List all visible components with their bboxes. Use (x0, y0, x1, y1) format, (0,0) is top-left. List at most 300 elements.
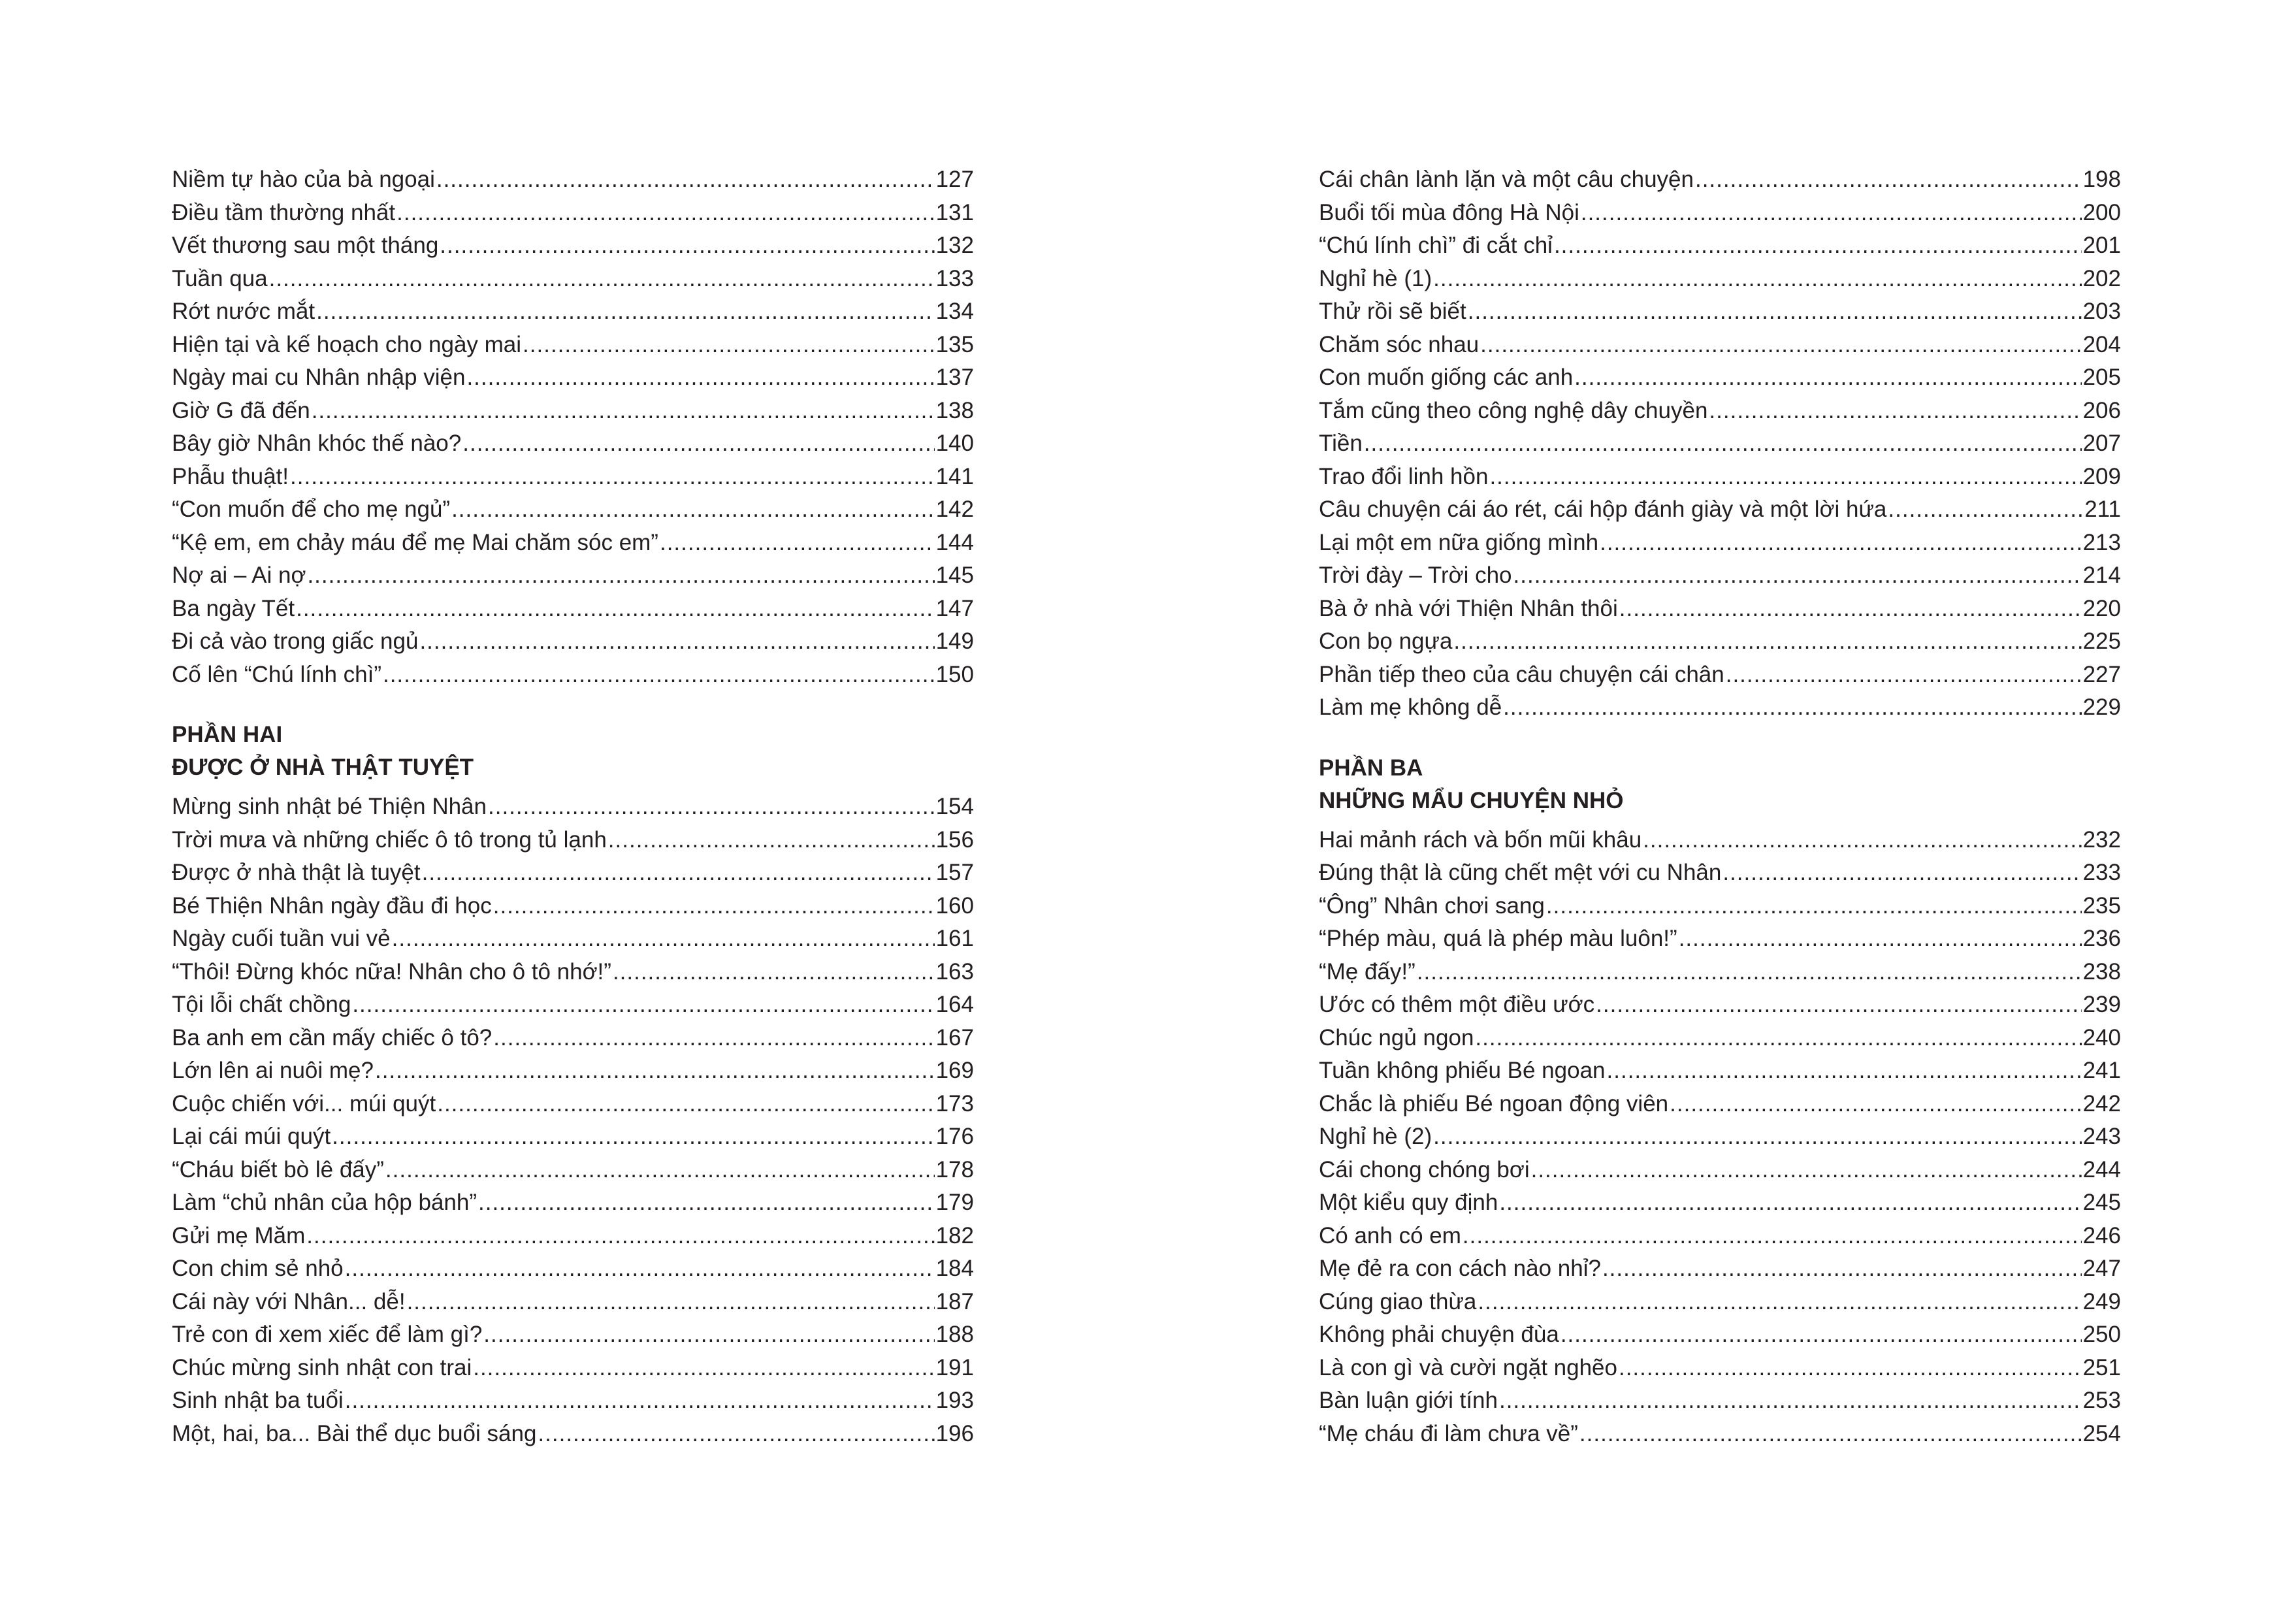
entry-title: Chúc ngủ ngon (1319, 1024, 1474, 1051)
dot-leader (660, 527, 935, 560)
dot-leader (1679, 922, 2082, 956)
entry-page-number: 157 (935, 860, 974, 885)
toc-entry (172, 790, 974, 824)
entry-page-number: 163 (935, 958, 974, 985)
toc-entry (1319, 1286, 2121, 1319)
dot-leader (1602, 1252, 2082, 1286)
toc-entry (1319, 1186, 2121, 1220)
entry-title: Câu chuyện cái áo rét, cái hộp đánh giày và một lời hứa (1319, 497, 1887, 522)
entry-page-number: 243 (2082, 1124, 2121, 1149)
entry-page-number: 193 (935, 1388, 974, 1413)
entry-page-number: 135 (935, 331, 974, 357)
entry-page-number: 141 (935, 463, 974, 489)
toc-entry (172, 1154, 974, 1187)
entry-page-number: 214 (2082, 562, 2121, 588)
dot-leader (1433, 1120, 2081, 1154)
dot-leader (316, 295, 935, 329)
toc-entry (172, 197, 974, 230)
entry-page-number: 176 (935, 1124, 974, 1149)
dot-leader (345, 1252, 935, 1286)
dot-leader (375, 1054, 935, 1088)
dot-leader (1670, 1088, 2081, 1121)
entry-title: Tội lỗi chất chồng (172, 992, 351, 1017)
dot-leader (473, 1352, 934, 1385)
dot-leader (1619, 1352, 2082, 1385)
toc-entry (172, 493, 974, 527)
dot-leader (419, 625, 934, 659)
entry-title: “Chú lính chì” đi cắt chỉ (1319, 233, 1553, 258)
section-label: PHẦN HAI (172, 722, 283, 747)
entry-page-number: 202 (2082, 265, 2121, 291)
entry-page-number: 233 (2082, 860, 2121, 885)
entry-page-number: 220 (2082, 595, 2121, 621)
entry-page-number: 200 (2082, 199, 2121, 225)
entry-page-number: 149 (935, 628, 974, 654)
dot-leader (478, 1186, 935, 1220)
entry-title: Nghỉ hè (2) (1319, 1124, 1432, 1149)
toc-column-left (172, 163, 974, 1450)
dot-leader (538, 1418, 934, 1451)
entry-page-number: 229 (2082, 694, 2121, 720)
dot-leader (488, 790, 935, 824)
entry-page-number: 187 (935, 1288, 974, 1314)
entry-title: Rớt nước mắt (172, 299, 315, 324)
toc-entry (1319, 1054, 2121, 1088)
toc-entry (172, 1054, 974, 1088)
toc-entry (1319, 559, 2121, 593)
dot-leader (440, 229, 934, 263)
entry-page-number: 144 (935, 529, 974, 555)
dot-leader (1364, 427, 2082, 461)
dot-leader (1513, 559, 2082, 593)
dot-leader (385, 1154, 935, 1187)
entry-title: Giờ G đã đến (172, 397, 310, 423)
entry-title: Tắm cũng theo công nghệ dây chuyền (1319, 397, 1708, 423)
toc-entry (1319, 1352, 2121, 1385)
dot-leader (1579, 1418, 2082, 1451)
entry-page-number: 201 (2082, 233, 2121, 258)
dot-leader (307, 559, 934, 593)
dot-leader (1499, 1384, 2082, 1418)
entry-page-number: 211 (2084, 497, 2121, 522)
dot-leader (523, 329, 935, 362)
entry-title: Bà ở nhà với Thiện Nhân thôi (1319, 595, 1618, 621)
entry-title: Chắc là phiếu Bé ngoan động viên (1319, 1090, 1669, 1116)
toc-entry (1319, 197, 2121, 230)
entry-title: Trẻ con đi xem xiếc để làm gì? (172, 1322, 483, 1347)
toc-entry (1319, 1088, 2121, 1121)
toc-entry (172, 593, 974, 626)
dot-leader (1453, 625, 2081, 659)
toc-entry (172, 1186, 974, 1220)
entry-title: Cuộc chiến với... múi quýt (172, 1090, 436, 1116)
entry-page-number: 246 (2082, 1222, 2121, 1248)
entry-title: Làm “chủ nhân của hộp bánh” (172, 1190, 477, 1215)
entry-title: Mừng sinh nhật bé Thiện Nhân (172, 794, 487, 819)
dot-leader (493, 890, 935, 923)
entry-page-number: 247 (2082, 1256, 2121, 1281)
entry-title: Phẫu thuật! (172, 463, 289, 489)
toc-entry (1319, 461, 2121, 494)
entry-page-number: 244 (2082, 1156, 2121, 1182)
toc-entry (1319, 1418, 2121, 1451)
entry-title: Lại một em nữa giống mình (1319, 529, 1599, 555)
toc-entry (1319, 163, 2121, 197)
entry-page-number: 242 (2082, 1090, 2121, 1116)
entry-page-number: 179 (935, 1190, 974, 1215)
entry-title: Niềm tự hào của bà ngoại (172, 167, 435, 192)
dot-leader (493, 1022, 934, 1055)
toc-entry (1319, 527, 2121, 560)
entry-page-number: 236 (2082, 926, 2121, 951)
toc-entry (1319, 493, 2121, 527)
entry-page-number: 225 (2082, 628, 2121, 654)
dot-leader (1619, 593, 2082, 626)
dot-leader (1546, 890, 2082, 923)
toc-entry (172, 527, 974, 560)
toc-entry (172, 1120, 974, 1154)
toc-entry (1319, 922, 2121, 956)
toc-entry (172, 824, 974, 857)
toc-entry (172, 1088, 974, 1121)
toc-entry (172, 361, 974, 395)
entry-title: Chăm sóc nhau (1319, 331, 1479, 357)
entry-title: Trời đày – Trời cho (1319, 562, 1512, 588)
toc-entry (1319, 1022, 2121, 1055)
entry-title: Gửi mẹ Măm (172, 1222, 306, 1248)
entry-title: Cố lên “Chú lính chì” (172, 661, 381, 687)
entry-page-number: 213 (2082, 529, 2121, 555)
entry-title: Tuần không phiếu Bé ngoan (1319, 1058, 1606, 1083)
dot-leader (483, 1318, 934, 1352)
toc-entry (1319, 956, 2121, 989)
dot-leader (1468, 295, 2082, 329)
entry-title: Cái chong chóng bơi (1319, 1156, 1530, 1182)
entry-title: Hai mảnh rách và bốn mũi khâu (1319, 826, 1642, 853)
entry-page-number: 250 (2082, 1322, 2121, 1347)
dot-leader (290, 461, 935, 494)
toc-entry (1319, 988, 2121, 1022)
dot-leader (1574, 361, 2081, 395)
entry-page-number: 184 (935, 1256, 974, 1281)
dot-leader (345, 1384, 935, 1418)
toc-entry (172, 229, 974, 263)
entry-page-number: 142 (935, 497, 974, 522)
entry-title: Ngày cuối tuần vui vẻ (172, 926, 391, 951)
entry-page-number: 204 (2082, 331, 2121, 357)
entry-page-number: 160 (935, 892, 974, 919)
toc-entry (172, 890, 974, 923)
entry-page-number: 167 (935, 1024, 974, 1051)
dot-leader (613, 956, 935, 989)
entry-page-number: 251 (2082, 1354, 2121, 1380)
toc-entry (1319, 263, 2121, 296)
entry-title: Bàn luận giới tính (1319, 1388, 1498, 1413)
section-title: ĐƯỢC Ở NHÀ THẬT TUYỆT (172, 755, 474, 780)
toc-entry (172, 956, 974, 989)
dot-leader (462, 427, 934, 461)
toc-entry (1319, 395, 2121, 428)
entry-page-number: 245 (2082, 1190, 2121, 1215)
entry-page-number: 206 (2082, 397, 2121, 423)
toc-entry (172, 1252, 974, 1286)
dot-leader (312, 395, 935, 428)
entry-page-number: 127 (935, 167, 974, 192)
entry-title: Vết thương sau một tháng (172, 233, 439, 258)
entry-title: Mẹ đẻ ra con cách nào nhỉ? (1319, 1256, 1601, 1281)
entry-title: Đúng thật là cũng chết mệt với cu Nhân (1319, 860, 1722, 885)
entry-title: Hiện tại và kế hoạch cho ngày mai (172, 331, 522, 357)
entry-title: Lại cái múi quýt (172, 1124, 331, 1149)
dot-leader (392, 922, 935, 956)
entry-page-number: 254 (2082, 1420, 2121, 1446)
entry-page-number: 132 (935, 233, 974, 258)
entry-page-number: 140 (935, 431, 974, 456)
toc-entry (172, 461, 974, 494)
toc-section-heading (1319, 752, 2121, 817)
toc-entry (172, 295, 974, 329)
entry-title: Phần tiếp theo của câu chuyện cái chân (1319, 661, 1724, 687)
toc-entry (172, 659, 974, 692)
toc-list (172, 790, 974, 1450)
dot-leader (1560, 1318, 2082, 1352)
entry-title: “Con muốn để cho mẹ ngủ” (172, 497, 451, 522)
dot-leader (1596, 988, 2081, 1022)
toc-entry (1319, 1120, 2121, 1154)
entry-page-number: 137 (935, 365, 974, 390)
dot-leader (1600, 527, 2081, 560)
toc-entry (172, 1418, 974, 1451)
entry-title: Bé Thiện Nhân ngày đầu đi học (172, 892, 492, 919)
section-title: NHỮNG MẨU CHUYỆN NHỎ (1319, 787, 1624, 813)
entry-title: Con muốn giống các anh (1319, 365, 1574, 390)
entry-title: Ba ngày Tết (172, 595, 295, 621)
entry-page-number: 161 (935, 926, 974, 951)
entry-page-number: 188 (935, 1322, 974, 1347)
entry-title: Chúc mừng sinh nhật con trai (172, 1354, 472, 1380)
dot-leader (1475, 1022, 2081, 1055)
entry-title: Trao đổi linh hồn (1319, 463, 1489, 489)
dot-leader (451, 493, 935, 527)
entry-page-number: 138 (935, 397, 974, 423)
section-label: PHẦN BA (1319, 755, 1423, 781)
dot-leader (1554, 229, 2082, 263)
entry-title: Trời mưa và những chiếc ô tô trong tủ lạnh (172, 826, 607, 853)
entry-title: Không phải chuyện đùa (1319, 1322, 1559, 1347)
entry-page-number: 133 (935, 265, 974, 291)
entry-page-number: 156 (935, 826, 974, 853)
entry-title: “Cháu biết bò lê đấy” (172, 1156, 384, 1182)
entry-page-number: 240 (2082, 1024, 2121, 1051)
dot-leader (407, 1286, 935, 1319)
dot-leader (1433, 263, 2081, 296)
toc-entry (1319, 659, 2121, 692)
toc-entry (172, 625, 974, 659)
entry-page-number: 150 (935, 661, 974, 687)
entry-page-number: 164 (935, 992, 974, 1017)
toc-entry (1319, 1220, 2121, 1253)
toc-entry (1319, 691, 2121, 725)
entry-page-number: 205 (2082, 365, 2121, 390)
toc-entry (1319, 824, 2121, 857)
entry-title: Cúng giao thừa (1319, 1288, 1477, 1314)
entry-page-number: 238 (2082, 958, 2121, 985)
dot-leader (396, 197, 934, 230)
entry-title: “Mẹ đấy!” (1319, 958, 1415, 985)
toc-entry (1319, 593, 2121, 626)
entry-title: Đi cả vào trong giấc ngủ (172, 628, 419, 654)
entry-title: Cái này với Nhân... dễ! (172, 1288, 406, 1314)
dot-leader (1643, 824, 2081, 857)
entry-page-number: 253 (2082, 1388, 2121, 1413)
toc-entry (172, 395, 974, 428)
entry-title: Tuần qua (172, 265, 268, 291)
entry-title: Có anh có em (1319, 1222, 1461, 1248)
entry-page-number: 207 (2082, 431, 2121, 456)
entry-page-number: 173 (935, 1090, 974, 1116)
dot-leader (1607, 1054, 2082, 1088)
toc-entry (1319, 625, 2121, 659)
dot-leader (269, 263, 935, 296)
dot-leader (332, 1120, 934, 1154)
entry-title: Điều tầm thường nhất (172, 199, 396, 225)
toc-entry (172, 988, 974, 1022)
toc-entry (172, 1286, 974, 1319)
entry-title: “Kệ em, em chảy máu để mẹ Mai chăm sóc em” (172, 529, 658, 555)
toc-entry (1319, 1384, 2121, 1418)
entry-page-number: 131 (935, 199, 974, 225)
toc-entry (172, 1022, 974, 1055)
toc-entry (172, 1384, 974, 1418)
entry-page-number: 249 (2082, 1288, 2121, 1314)
toc-entry (1319, 1252, 2121, 1286)
entry-title: Cái chân lành lặn và một câu chuyện (1319, 167, 1694, 192)
toc-entry (1319, 229, 2121, 263)
toc-entry (1319, 361, 2121, 395)
entry-page-number: 196 (935, 1420, 974, 1446)
toc-entry (172, 263, 974, 296)
dot-leader (1531, 1154, 2082, 1187)
toc-entry (172, 329, 974, 362)
toc-entry (172, 856, 974, 890)
dot-leader (1417, 956, 2082, 989)
entry-title: “Ông” Nhân chơi sang (1319, 892, 1545, 919)
entry-page-number: 182 (935, 1222, 974, 1248)
entry-page-number: 134 (935, 299, 974, 324)
entry-page-number: 169 (935, 1058, 974, 1083)
dot-leader (306, 1220, 934, 1253)
entry-title: Con chim sẻ nhỏ (172, 1256, 344, 1281)
entry-title: Lớn lên ai nuôi mẹ? (172, 1058, 374, 1083)
toc-entry (172, 922, 974, 956)
entry-page-number: 147 (935, 595, 974, 621)
entry-page-number: 145 (935, 562, 974, 588)
toc-entry (1319, 890, 2121, 923)
dot-leader (296, 593, 935, 626)
entry-page-number: 239 (2082, 992, 2121, 1017)
entry-title: Ba anh em cần mấy chiếc ô tô? (172, 1024, 493, 1051)
entry-page-number: 178 (935, 1156, 974, 1182)
entry-title: Một kiểu quy định (1319, 1190, 1498, 1215)
toc-entry (1319, 1154, 2121, 1187)
dot-leader (1480, 329, 2081, 362)
dot-leader (437, 1088, 934, 1121)
entry-title: Là con gì và cười ngặt nghẽo (1319, 1354, 1617, 1380)
dot-leader (1489, 461, 2081, 494)
entry-title: Ước có thêm một điều ước (1319, 992, 1595, 1017)
toc-entry (1319, 1318, 2121, 1352)
dot-leader (1463, 1220, 2082, 1253)
entry-title: “Mẹ cháu đi làm chưa về” (1319, 1420, 1578, 1446)
entry-title: Sinh nhật ba tuổi (172, 1388, 344, 1413)
toc-entry (172, 427, 974, 461)
toc-entry (172, 1220, 974, 1253)
entry-page-number: 232 (2082, 826, 2121, 853)
dot-leader (436, 163, 935, 197)
dot-leader (1888, 493, 2083, 527)
dot-leader (422, 856, 935, 890)
entry-title: “Phép màu, quá là phép màu luôn!” (1319, 926, 1677, 951)
toc-list (1319, 824, 2121, 1451)
entry-page-number: 235 (2082, 892, 2121, 919)
toc-section-heading (172, 719, 974, 784)
toc-entry (172, 1352, 974, 1385)
toc-entry (172, 1318, 974, 1352)
dot-leader (383, 659, 935, 692)
entry-title: Một, hai, ba... Bài thể dục buổi sáng (172, 1420, 537, 1446)
dot-leader (1499, 1186, 2081, 1220)
dot-leader (1695, 163, 2082, 197)
dot-leader (608, 824, 935, 857)
entry-title: Được ở nhà thật là tuyệt (172, 860, 421, 885)
toc-entry (172, 163, 974, 197)
entry-page-number: 209 (2082, 463, 2121, 489)
entry-page-number: 227 (2082, 661, 2121, 687)
entry-title: Tiền (1319, 431, 1363, 456)
dot-leader (1726, 659, 2082, 692)
entry-title: Con bọ ngựa (1319, 628, 1453, 654)
dot-leader (1709, 395, 2081, 428)
toc-column-right (1319, 163, 2121, 1450)
dot-leader (1478, 1286, 2081, 1319)
entry-title: Thử rồi sẽ biết (1319, 299, 1466, 324)
entry-title: Nghỉ hè (1) (1319, 265, 1432, 291)
dot-leader (1503, 691, 2081, 725)
entry-title: Nợ ai – Ai nợ (172, 562, 306, 588)
toc-entry (172, 559, 974, 593)
toc-entry (1319, 427, 2121, 461)
entry-page-number: 198 (2082, 167, 2121, 192)
entry-title: Buổi tối mùa đông Hà Nội (1319, 199, 1579, 225)
toc-entry (1319, 295, 2121, 329)
entry-title: Ngày mai cu Nhân nhập viện (172, 365, 466, 390)
toc-entry (1319, 329, 2121, 362)
dot-leader (466, 361, 934, 395)
dot-leader (1581, 197, 2082, 230)
dot-leader (1722, 856, 2081, 890)
dot-leader (352, 988, 934, 1022)
entry-page-number: 154 (935, 794, 974, 819)
entry-title: Làm mẹ không dễ (1319, 694, 1502, 720)
entry-title: “Thôi! Đừng khóc nữa! Nhân cho ô tô nhớ!” (172, 958, 611, 985)
toc-entry (1319, 856, 2121, 890)
toc-list (1319, 163, 2121, 725)
entry-page-number: 241 (2082, 1058, 2121, 1083)
entry-title: Bây giờ Nhân khóc thế nào? (172, 431, 462, 456)
toc-list (172, 163, 974, 691)
entry-page-number: 203 (2082, 299, 2121, 324)
entry-page-number: 191 (935, 1354, 974, 1380)
